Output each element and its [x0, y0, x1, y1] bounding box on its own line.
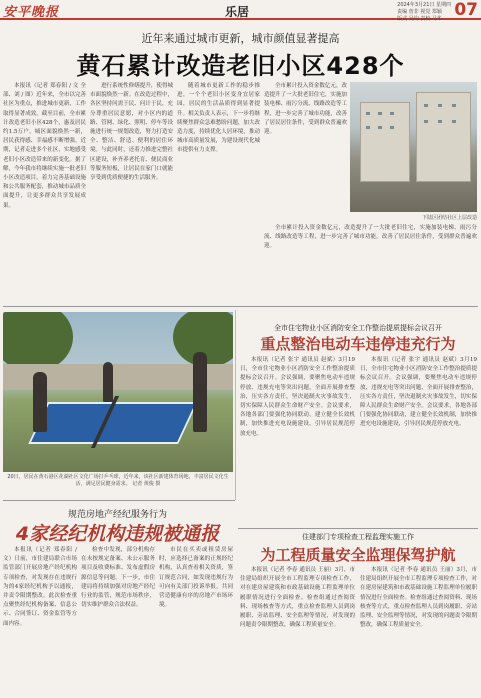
newspaper-logo: 安平晚报 [3, 5, 60, 20]
story3-column-1 [240, 566, 355, 696]
story4-column-3 [159, 546, 233, 696]
window-shape [378, 112, 382, 115]
story4-headline: 4家经纪机构违规被通报 [15, 523, 220, 545]
window-shape [438, 104, 442, 107]
story2-kicker: 全市住宅物业小区消防安全工作整治提质提标会议召开 [274, 324, 442, 332]
story1-kicker: 近年来通过城市更新，城市颜值显著提高 [141, 32, 340, 45]
story2-text-cont: 本报讯（记者 张宇 通讯员 赵斌）3月19日，全市住宅物业小区消防安全工作整治提质提标会议召开。会议强调，要聚焦电动车违规停放、违规充电等突出问题，全面开展排查整治，压实各方责任，坚决遏制火灾事故发生，切实保障人民群众生命财产安全。会议要求，各地各部门要强化协同联动，建立健全长效机制，加快推进充电设施建设，引导居民规范停放充电。 [360, 357, 477, 428]
story1-col4-text: 全市累计投入资金数亿元，改造提升了一大批老旧住宅，实施加装电梯、雨污分流、线路改造等工程，进一步完善了城市功能，改善了居民居住条件，受到群众普遍欢迎。 [264, 83, 347, 136]
story3-column-2 [360, 566, 477, 696]
window-shape [390, 112, 394, 115]
window-shape [390, 126, 394, 129]
story2-text: 本报讯（记者 张宇 通讯员 赵斌）3月19日，全市住宅物业小区消防安全工作整治提质提标会议召开。会议强调，要聚焦电动车违规停放、违规充电等突出问题，全面开展排查整治，压实各方责任，坚决遏制火灾事故发生，切实保障人民群众生命财产安全。会议要求，各地各部门要强化协同联动，建立健全长效机制，加快推进充电设施建设，引导居民规范停放充电。 [240, 357, 355, 437]
column-divider [235, 310, 236, 500]
story1-column-3 [177, 82, 260, 302]
person-figure [103, 362, 113, 402]
section-divider [238, 528, 478, 529]
window-shape [452, 104, 456, 107]
story3-kicker: 住建部门专项检查工程监理实施工作 [302, 533, 414, 541]
story1-col5-text: 全市累计投入资金数亿元，改造提升了一大批老旧住宅，实施加装电梯、雨污分流、线路改造等工程，进一步完善了城市功能，改善了居民居住条件，受到群众普遍欢迎。 [264, 225, 477, 250]
page-number: 07 [454, 0, 478, 20]
story4-column-1 [3, 546, 77, 696]
person-figure [193, 352, 207, 432]
masthead [0, 0, 481, 20]
story1-headline: 黄石累计改造老旧小区428个 [76, 52, 405, 80]
story1-col3-text: 随着城市更新工作的稳步推进，一个个老旧小区变身宜居家园，居民的生活品质得到显著提升。相关负责人表示，下一步将继续聚焦群众急难愁盼问题，加大改造力度，持续优化人居环境，推动城市高质量发展，为建设现代化城市提供有力支撑。 [177, 83, 260, 154]
story1-column-2 [90, 82, 173, 302]
story4-column-2 [81, 546, 155, 696]
table-tennis-photo [3, 312, 233, 472]
editor-line: 责编 詹非 视觉 郑颖 [397, 9, 442, 15]
story1-column-5 [264, 224, 477, 302]
residential-photo [350, 82, 477, 212]
person-figure [33, 372, 47, 432]
story4-col2-text: 检查中发现，部分机构存在未按规定备案、未公示服务项目及收费标准、发布虚假房源信息等问题。下一步，市住建局将持续加强对房地产经纪行业的监管，规范市场秩序，切实维护群众合法权益。 [81, 547, 155, 609]
window-shape [438, 120, 442, 123]
story3-text: 本报讯（记者 李春 通讯员 王丽）3月，市住建局组织开展全市工程监理专项检查工作，对在建房屋建筑和市政基础设施工程监理单位履职情况进行全面检查。检查组通过查阅资料、现场核查等方式，重点检查监理人员到岗履职、旁站监理、安全监理等情况，对发现的问题责令限期整改，确保工程质量安全。 [240, 567, 355, 629]
story4-col3-text: 市民在买卖或租赁房屋时，应选择已备案的正规经纪机构，认真查看相关资质，签订规范合同，如发现违规行为可向有关部门投诉举报，共同营造健康有序的房地产市场环境。 [159, 547, 233, 609]
story2-column-2 [360, 356, 477, 526]
window-shape [424, 120, 428, 123]
section-divider [3, 500, 235, 501]
window-shape [452, 120, 456, 123]
story3-headline: 为工程质量安全监理保驾护航 [260, 546, 456, 564]
story1-col1-text: 本报讯（记者 郑春阳 / 文 全部、刘 / 图）近年来，全市以完善社区为重点，推进城市更新，工作取得显著成效。截至目前，全市累计改造老旧小区428个，惠及居民约1.5万户，城区面貌焕然一新，居民获得感、幸福感不断增强。近期，记者走进多个社区，实地感受老旧小区改造带来的新变化。据了解，今年我市将继续实施一批老旧小区改造项目，着力完善基础设施和公共服务配套，推动城市品质全面提升，让更多群众共享发展成果。 [3, 83, 86, 209]
tree-shape [3, 312, 73, 372]
photo2-caption: 20日，居民在黄石港区花湖社区文化广场打乒乓球，近年来，该社区新建体育场地，丰富居民文化生活，满足居民健身需求。 记者 黄俊 摄 [7, 474, 229, 487]
story1-column-1 [3, 82, 86, 302]
story4-kicker: 规范房地产经纪服务行为 [67, 510, 167, 520]
window-shape [378, 126, 382, 129]
story2-headline: 重点整治电动车违停违充行为 [260, 335, 456, 353]
date-line: 2024年3月21日 星期四 [397, 2, 451, 8]
photo1-caption: 下陆区团结社区上层改造 [421, 215, 477, 221]
layout-line: 版式 吴均 责校 马华 [397, 16, 442, 22]
window-shape [366, 126, 370, 129]
story3-text-cont: 本报讯（记者 李春 通讯员 王丽）3月，市住建局组织开展全市工程监理专项检查工作，对在建房屋建筑和市政基础设施工程监理单位履职情况进行全面检查。检查组通过查阅资料、现场核查等方式，重点检查监理人员到岗履职、旁站监理、安全监理等情况，对发现的问题责令限期整改，确保工程质量安全。 [360, 567, 477, 629]
story2-column-1 [240, 356, 355, 526]
section-divider [3, 306, 478, 307]
window-shape [366, 112, 370, 115]
story1-col2-text: 进行系统性修缮提升，使得城市面貌焕然一新。在改造过程中，各区坚持问需于民、问计于民，充分尊重居民意愿，对小区内的道路、管网、绿化、照明、停车等设施进行统一规划改造，努力打造安全、整洁、舒适、便利的居住环境。与此同时，还着力推进完整社区建设，补齐养老托育、便民商业等服务短板，让居民在家门口就能享受到优质便捷的生活服务。 [90, 83, 173, 182]
date-info [397, 2, 451, 23]
window-shape [424, 104, 428, 107]
story4-col1-text: 本报讯（记者 郑春阳 / 文）日前，市住建局联合市场监管部门开展房地产经纪机构专项检查，对发现存在违规行为的4家经纪机构予以通报，并责令限期整改。此次检查重点聚焦经纪机构备案、信息公示、合同签订、资金监管等方面内容。 [3, 547, 77, 627]
section-title: 乐居 [225, 5, 250, 19]
